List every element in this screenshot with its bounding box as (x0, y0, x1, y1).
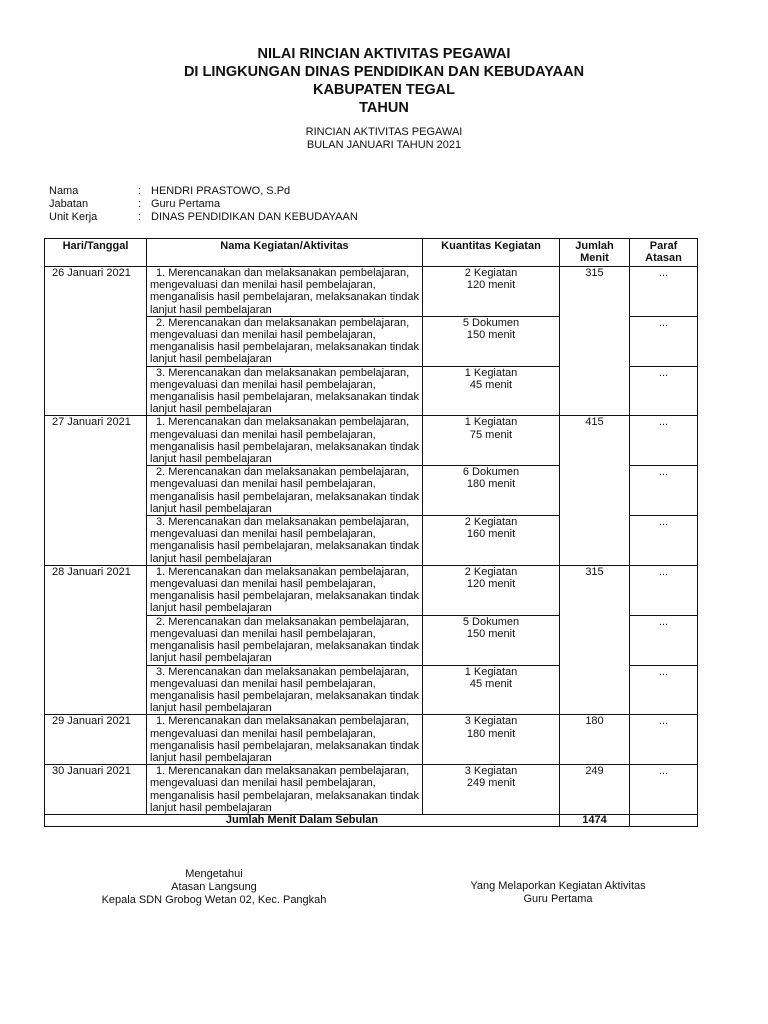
day-date: 27 Januari 2021 (45, 416, 147, 565)
signature-supervisor (94, 868, 334, 907)
signature-line: Mengetahui (185, 868, 243, 880)
day-date: 28 Januari 2021 (45, 565, 147, 714)
activity-cell (147, 416, 423, 466)
paraf-cell: ... (630, 565, 698, 615)
identity-row (49, 198, 358, 211)
quantity-count: 3 Kegiatan (464, 715, 518, 728)
quantity-count: 1 Kegiatan (464, 665, 518, 678)
activity-cell (147, 466, 423, 516)
activity-cell (147, 565, 423, 615)
activity-cell (147, 316, 423, 366)
activity-cell (147, 765, 423, 815)
identity-value: HENDRI PRASTOWO, S.Pd (151, 185, 291, 197)
signature-line: Atasan Langsung (171, 881, 257, 893)
paraf-cell: ... (630, 615, 698, 665)
activity-cell (147, 366, 423, 416)
activity-title: 3. Merencanakan dan melaksanakan pembelajaran, (156, 366, 410, 379)
signature-reporter (446, 880, 670, 906)
signature-line: Kepala SDN Grobog Wetan 02, Kec. Pangkah (101, 894, 327, 906)
quantity-count: 6 Dokumen (462, 466, 520, 479)
quantity-minutes: 120 menit (466, 578, 516, 591)
table-header-row (45, 239, 698, 267)
identity-colon: : (138, 198, 142, 210)
quantity-count: 2 Kegiatan (464, 267, 518, 279)
employee-identity (49, 185, 358, 224)
activity-title: 2. Merencanakan dan melaksanakan pembelajaran, (156, 615, 410, 628)
table-row (45, 416, 698, 466)
identity-label: Jabatan (49, 198, 89, 210)
activity-title: 1. Merencanakan dan melaksanakan pembelajaran, (156, 267, 410, 279)
quantity-cell (423, 416, 560, 466)
identity-row (49, 185, 358, 198)
activity-title: 2. Merencanakan dan melaksanakan pembelajaran, (156, 316, 410, 329)
header-date: Hari/Tanggal (45, 239, 147, 267)
signature-line: Yang Melaporkan Kegiatan Aktivitas (470, 880, 646, 892)
activity-cell (147, 516, 423, 566)
quantity-cell (423, 665, 560, 715)
header-paraf (630, 239, 698, 267)
identity-label: Nama (49, 185, 79, 197)
document-title (0, 45, 768, 117)
day-total-minutes: 180 (560, 715, 630, 765)
quantity-minutes: 120 menit (466, 279, 516, 292)
quantity-minutes: 45 menit (469, 378, 513, 391)
activity-cell (147, 665, 423, 715)
activity-description: mengevaluasi dan menilai hasil pembelajaran, menganalisis hasil pembelajaran, melaksanakan tindak lanjut hasil pembelajaran (150, 378, 420, 416)
quantity-count: 2 Kegiatan (464, 565, 518, 578)
header-quantity: Kuantitas Kegiatan (423, 239, 560, 267)
quantity-minutes: 249 menit (466, 777, 516, 790)
table-row (45, 765, 698, 815)
quantity-minutes: 45 menit (469, 677, 513, 690)
paraf-cell: ... (630, 715, 698, 765)
identity-row (49, 211, 358, 224)
title-line: KABUPATEN TEGAL (312, 82, 456, 98)
quantity-cell (423, 267, 560, 317)
header-paraf-line: Atasan (645, 252, 682, 265)
activity-cell (147, 615, 423, 665)
activity-description: mengevaluasi dan menilai hasil pembelajaran, menganalisis hasil pembelajaran, melaksanakan tindak lanjut hasil pembelajaran (150, 627, 420, 665)
total-row (45, 814, 698, 826)
activity-title: 3. Merencanakan dan melaksanakan pembelajaran, (156, 516, 410, 529)
title-line: TAHUN (359, 100, 409, 116)
activity-title: 2. Merencanakan dan melaksanakan pembelajaran, (156, 466, 410, 479)
quantity-count: 1 Kegiatan (464, 416, 518, 429)
day-total-minutes: 315 (560, 267, 630, 416)
identity-colon: : (138, 211, 142, 223)
activity-description: mengevaluasi dan menilai hasil pembelajaran, menganalisis hasil pembelajaran, melaksanakan tindak lanjut hasil pembelajaran (150, 478, 420, 515)
activity-cell (147, 267, 423, 317)
header-activity: Nama Kegiatan/Aktivitas (147, 239, 423, 267)
table-row (45, 267, 698, 317)
activity-title: 1. Merencanakan dan melaksanakan pembelajaran, (156, 715, 410, 728)
paraf-cell: ... (630, 466, 698, 516)
quantity-count: 2 Kegiatan (464, 516, 518, 529)
quantity-minutes: 150 menit (466, 329, 516, 342)
activity-title: 1. Merencanakan dan melaksanakan pembelajaran, (156, 416, 410, 429)
day-date: 29 Januari 2021 (45, 715, 147, 765)
title-line: DI LINGKUNGAN DINAS PENDIDIKAN DAN KEBUDAYAAN (183, 64, 585, 80)
header-paraf-line: Paraf (649, 240, 678, 252)
subtitle-line: BULAN JANUARI TAHUN 2021 (306, 139, 462, 151)
paraf-cell: ... (630, 765, 698, 815)
day-total-minutes: 415 (560, 416, 630, 565)
total-empty-cell (630, 814, 698, 826)
activity-description: mengevaluasi dan menilai hasil pembelajaran, menganalisis hasil pembelajaran, melaksanakan tindak lanjut hasil pembelajaran (150, 528, 420, 565)
table-row (45, 715, 698, 765)
table-body (45, 267, 698, 815)
identity-value: Guru Pertama (151, 198, 221, 210)
total-label: Jumlah Menit Dalam Sebulan (45, 814, 560, 826)
signature-line: Guru Pertama (523, 893, 593, 905)
header-minutes-line: Menit (580, 252, 609, 265)
header-minutes-line: Jumlah (575, 240, 614, 252)
paraf-cell: ... (630, 366, 698, 416)
total-value: 1474 (560, 814, 630, 826)
quantity-cell (423, 765, 560, 815)
activity-title: 1. Merencanakan dan melaksanakan pembelajaran, (156, 565, 410, 578)
quantity-count: 3 Kegiatan (464, 765, 518, 778)
quantity-count: 5 Dokumen (462, 316, 520, 329)
activity-description: mengevaluasi dan menilai hasil pembelajaran, menganalisis hasil pembelajaran, melaksanakan tindak lanjut hasil pembelajaran (150, 777, 420, 814)
quantity-minutes: 150 menit (466, 627, 516, 640)
paraf-cell: ... (630, 516, 698, 566)
quantity-cell (423, 316, 560, 366)
quantity-count: 1 Kegiatan (464, 366, 518, 379)
activity-title: 3. Merencanakan dan melaksanakan pembelajaran, (156, 665, 410, 678)
activity-cell (147, 715, 423, 765)
activity-description: mengevaluasi dan menilai hasil pembelajaran, menganalisis hasil pembelajaran, melaksanakan tindak lanjut hasil pembelajaran (150, 329, 420, 366)
activity-title: 1. Merencanakan dan melaksanakan pembelajaran, (156, 765, 410, 778)
activity-description: mengevaluasi dan menilai hasil pembelajaran, menganalisis hasil pembelajaran, melaksanakan tindak lanjut hasil pembelajaran (150, 428, 420, 466)
quantity-cell (423, 615, 560, 665)
subtitle-line: RINCIAN AKTIVITAS PEGAWAI (305, 126, 463, 138)
quantity-minutes: 160 menit (466, 528, 516, 541)
title-line: NILAI RINCIAN AKTIVITAS PEGAWAI (257, 46, 511, 62)
paraf-cell: ... (630, 416, 698, 466)
day-total-minutes: 249 (560, 765, 630, 815)
quantity-minutes: 180 menit (466, 727, 516, 740)
quantity-count: 5 Dokumen (462, 615, 520, 628)
quantity-cell (423, 516, 560, 566)
activity-description: mengevaluasi dan menilai hasil pembelajaran, menganalisis hasil pembelajaran, melaksanakan tindak lanjut hasil pembelajaran (150, 727, 420, 764)
activity-table (44, 238, 698, 827)
identity-label: Unit Kerja (49, 211, 98, 223)
quantity-minutes: 75 menit (469, 428, 513, 441)
activity-description: mengevaluasi dan menilai hasil pembelajaran, menganalisis hasil pembelajaran, melaksanakan tindak lanjut hasil pembelajaran (150, 578, 420, 615)
quantity-cell (423, 715, 560, 765)
day-date: 30 Januari 2021 (45, 765, 147, 815)
table-row (45, 565, 698, 615)
header-minutes (560, 239, 630, 267)
identity-colon: : (138, 185, 142, 197)
activity-description: mengevaluasi dan menilai hasil pembelajaran, menganalisis hasil pembelajaran, melaksanakan tindak lanjut hasil pembelajaran (150, 677, 420, 715)
paraf-cell: ... (630, 665, 698, 715)
day-date: 26 Januari 2021 (45, 267, 147, 416)
paraf-cell: ... (630, 316, 698, 366)
document-subtitle (0, 126, 768, 152)
activity-description: mengevaluasi dan menilai hasil pembelajaran, menganalisis hasil pembelajaran, melaksanakan tindak lanjut hasil pembelajaran (150, 279, 420, 316)
quantity-cell (423, 565, 560, 615)
quantity-cell (423, 366, 560, 416)
paraf-cell: ... (630, 267, 698, 317)
quantity-minutes: 180 menit (466, 478, 516, 491)
identity-value: DINAS PENDIDIKAN DAN KEBUDAYAAN (151, 211, 358, 223)
day-total-minutes: 315 (560, 565, 630, 714)
quantity-cell (423, 466, 560, 516)
